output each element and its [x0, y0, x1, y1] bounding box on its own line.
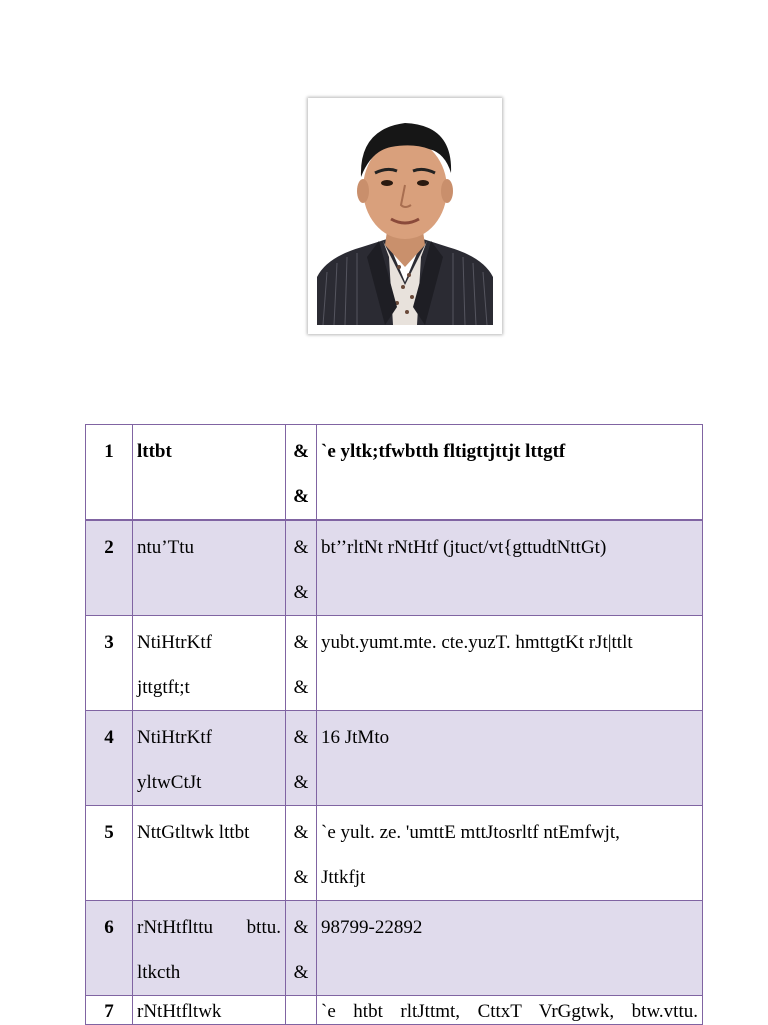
row-value	[317, 901, 703, 996]
row-value-line: 16 JtMto	[321, 727, 390, 748]
row-separator	[286, 711, 317, 806]
row-value-line: bt’’rltNt rNtHtf (jtuct/vt{gttudtNttGt)	[321, 537, 607, 558]
table-row	[86, 711, 703, 806]
row-value-line: `e yult. ze. 'umttE mttJtosrltf ntEmfwjt,	[321, 822, 620, 843]
row-label-line: yltwCtJt	[137, 772, 202, 793]
row-label	[133, 711, 286, 806]
table-row	[86, 996, 703, 1025]
row-separator	[286, 520, 317, 616]
portrait-photo-frame	[308, 98, 502, 334]
row-number: 1	[86, 425, 133, 521]
row-label-line: NtiHtrKtf	[137, 632, 212, 653]
row-number: 3	[86, 616, 133, 711]
table-row	[86, 901, 703, 996]
row-label	[133, 996, 286, 1025]
row-separator	[286, 425, 317, 521]
row-separator	[286, 901, 317, 996]
separator-mark: &	[293, 677, 309, 698]
row-value	[317, 616, 703, 711]
row-value-line: 98799-22892	[321, 917, 423, 938]
table-row	[86, 806, 703, 901]
separator-mark: &	[293, 537, 309, 558]
row-value	[317, 711, 703, 806]
row-separator	[286, 806, 317, 901]
separator-mark: &	[293, 962, 309, 983]
separator-mark: &	[293, 486, 309, 507]
row-label	[133, 806, 286, 901]
row-label-line: rNtHtflttu bttu.	[137, 917, 281, 938]
row-label-line: jttgtft;t	[137, 677, 190, 698]
row-value-line: `e htbt rltJttmt, CttxT VrGgtwk, btw.vttu.	[321, 1001, 698, 1022]
separator-mark: &	[293, 582, 309, 603]
row-label	[133, 616, 286, 711]
row-label-line: rNtHtfltwk	[137, 1001, 222, 1022]
row-label	[133, 425, 286, 521]
row-label	[133, 520, 286, 616]
row-value	[317, 520, 703, 616]
info-table	[85, 424, 703, 1025]
row-label-line: ntu’Ttu	[137, 537, 194, 558]
portrait-photo-icon	[317, 107, 493, 325]
table-row	[86, 616, 703, 711]
separator-mark: &	[293, 917, 309, 938]
row-separator	[286, 616, 317, 711]
row-value	[317, 425, 703, 521]
row-value-line: `e yltk;tfwbtth fltigttjttjt lttgtf	[321, 441, 566, 462]
separator-mark: &	[293, 772, 309, 793]
row-number: 7	[86, 996, 133, 1025]
row-number: 4	[86, 711, 133, 806]
separator-mark: &	[293, 441, 309, 462]
row-number: 5	[86, 806, 133, 901]
row-label	[133, 901, 286, 996]
row-label-line: lttbt	[137, 441, 172, 462]
row-value-line: Jttkfjt	[321, 867, 366, 888]
separator-mark: &	[293, 727, 309, 748]
row-value	[317, 806, 703, 901]
separator-mark: &	[293, 822, 309, 843]
row-value-line: yubt.yumt.mte. cte.yuzT. hmttgtKt rJt|ttlt	[321, 632, 633, 653]
row-value	[317, 996, 703, 1025]
separator-mark: &	[293, 867, 309, 888]
row-label-line: NttGtltwk lttbt	[137, 822, 250, 843]
row-separator	[286, 996, 317, 1025]
row-label-line: ltkcth	[137, 962, 181, 983]
table-row	[86, 425, 703, 521]
table-row	[86, 520, 703, 616]
row-label-line: NtiHtrKtf	[137, 727, 212, 748]
row-number: 6	[86, 901, 133, 996]
row-number: 2	[86, 520, 133, 616]
separator-mark: &	[293, 632, 309, 653]
